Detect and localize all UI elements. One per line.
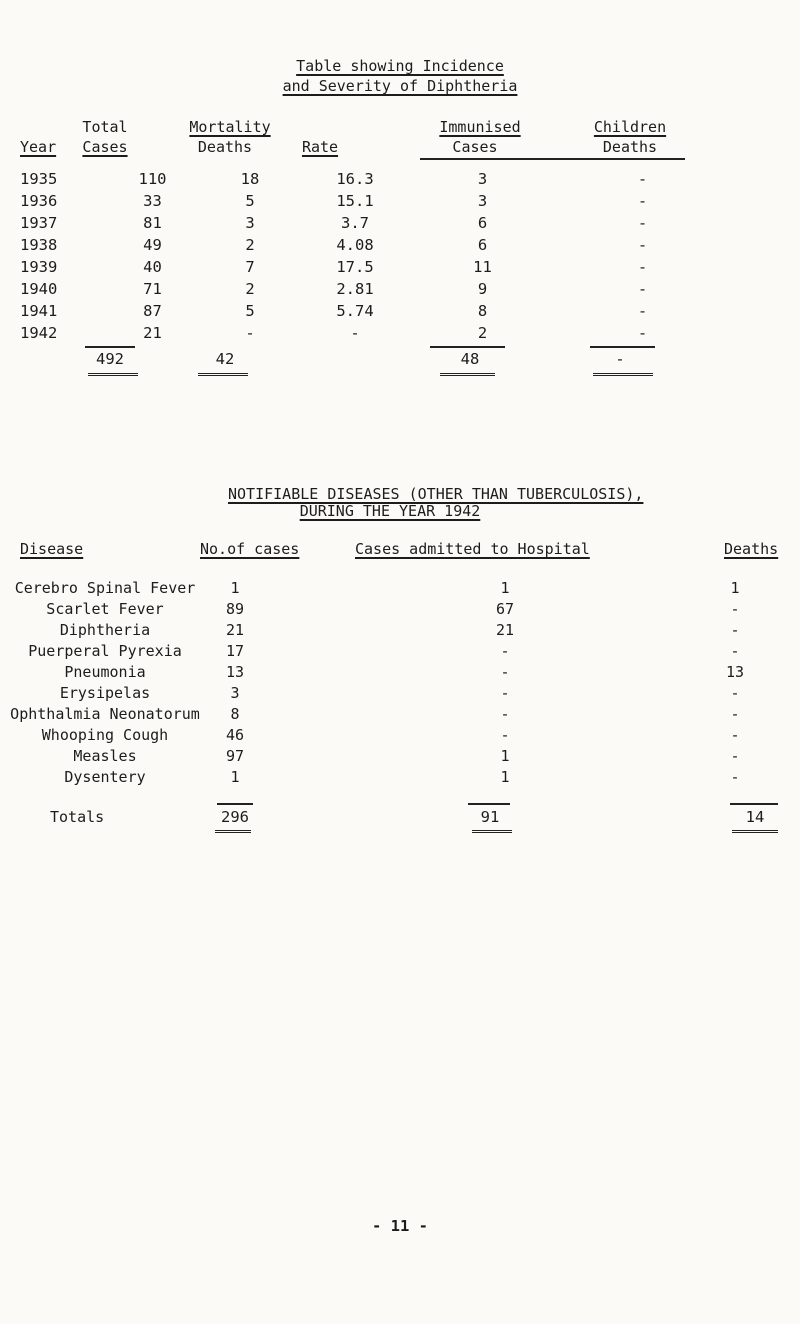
table1-title-line1: Table showing Incidence bbox=[296, 57, 504, 75]
deaths-cell: - bbox=[730, 683, 740, 702]
rule-cases-sum bbox=[85, 346, 135, 348]
imm-deaths-cell: - bbox=[637, 302, 648, 320]
rate-cell: 16.3 bbox=[336, 170, 374, 188]
hospital-cell: 21 bbox=[495, 620, 515, 639]
table2-row bbox=[0, 724, 770, 745]
table1-row bbox=[20, 322, 720, 344]
imm-cases-cell: 9 bbox=[477, 280, 488, 298]
cases-cell: 1 bbox=[230, 578, 240, 597]
total-deaths: 42 bbox=[215, 350, 235, 368]
imm-deaths-cell: - bbox=[637, 170, 648, 188]
disease-cell: Diphtheria bbox=[59, 620, 151, 639]
rule-t2-deaths bbox=[730, 803, 778, 805]
deaths-cell: - bbox=[730, 620, 740, 639]
hospital-cell: - bbox=[500, 704, 510, 723]
cases-cell: 1 bbox=[230, 767, 240, 786]
cases-cell: 8 bbox=[230, 704, 240, 723]
header-rule-immunised bbox=[420, 158, 685, 160]
deaths-cell: 13 bbox=[725, 662, 745, 681]
table2-row bbox=[0, 640, 770, 661]
deaths-cell: - bbox=[730, 725, 740, 744]
cases-cell: 40 bbox=[143, 258, 162, 276]
cases-cell: 13 bbox=[225, 662, 245, 681]
cases-cell: 71 bbox=[143, 280, 162, 298]
hospital-cell: 1 bbox=[500, 767, 510, 786]
table1-title-line2: and Severity of Diphtheria bbox=[282, 77, 518, 95]
deaths-cell: - bbox=[730, 746, 740, 765]
cases-cell: 49 bbox=[143, 236, 162, 254]
year-cell: 1941 bbox=[20, 302, 58, 320]
cases-cell: 3 bbox=[230, 683, 240, 702]
header-disease: Disease bbox=[20, 540, 84, 558]
cases-cell: 17 bbox=[225, 641, 245, 660]
table2-row bbox=[0, 619, 770, 640]
deaths-cell: 7 bbox=[245, 258, 255, 276]
year-cell: 1936 bbox=[20, 192, 58, 210]
t2-total-deaths: 14 bbox=[745, 808, 765, 826]
year-cell: 1938 bbox=[20, 236, 58, 254]
imm-deaths-cell: - bbox=[637, 192, 648, 210]
rate-cell: 3.7 bbox=[341, 214, 369, 232]
total-imm-cases: 48 bbox=[460, 350, 480, 368]
cases-cell: 110 bbox=[138, 170, 167, 188]
total-cases: 492 bbox=[96, 350, 124, 368]
table1-row bbox=[20, 168, 720, 190]
table1-row bbox=[20, 212, 720, 234]
header-mortality-top: Mortality bbox=[189, 118, 271, 136]
deaths-cell: - bbox=[730, 599, 740, 618]
dbl-rule-cases bbox=[88, 373, 138, 376]
deaths-cell: 5 bbox=[245, 192, 255, 210]
table1-body bbox=[20, 168, 720, 344]
table2-title-line2: DURING THE YEAR 1942 bbox=[299, 502, 481, 520]
table1-row bbox=[20, 300, 720, 322]
hospital-cell: - bbox=[500, 641, 510, 660]
table2-row bbox=[0, 766, 770, 787]
imm-deaths-cell: - bbox=[637, 258, 648, 276]
year-cell: 1940 bbox=[20, 280, 58, 298]
deaths-cell: - bbox=[730, 641, 740, 660]
dbl-rule-t2-cases bbox=[215, 830, 251, 833]
rate-cell: 17.5 bbox=[336, 258, 374, 276]
table1-row bbox=[20, 256, 720, 278]
rate-cell: 2.81 bbox=[336, 280, 374, 298]
t2-total-cases: 296 bbox=[221, 808, 249, 826]
dbl-rule-deaths bbox=[198, 373, 248, 376]
dbl-rule-imm-deaths bbox=[593, 373, 653, 376]
header-total-top: Total bbox=[82, 118, 128, 136]
table2-title-line1: NOTIFIABLE DISEASES (OTHER THAN TUBERCULOSIS), bbox=[228, 485, 644, 503]
deaths-cell: - bbox=[730, 704, 740, 723]
header-deaths-t2: Deaths bbox=[724, 540, 779, 558]
rule-t2-cases bbox=[217, 803, 253, 805]
rate-cell: 5.74 bbox=[336, 302, 374, 320]
cases-cell: 21 bbox=[143, 324, 162, 342]
hospital-cell: 1 bbox=[500, 578, 510, 597]
hospital-cell: - bbox=[500, 662, 510, 681]
deaths-cell: 3 bbox=[245, 214, 255, 232]
hospital-cell: - bbox=[500, 683, 510, 702]
header-admitted-hospital: Cases admitted to Hospital bbox=[355, 540, 590, 558]
header-no-of-cases: No.of cases bbox=[200, 540, 300, 558]
disease-cell: Dysentery bbox=[64, 767, 146, 786]
dbl-rule-t2-deaths bbox=[732, 830, 778, 833]
imm-deaths-cell: - bbox=[637, 236, 648, 254]
disease-cell: Ophthalmia Neonatorum bbox=[10, 704, 200, 723]
header-immunised-deaths: Deaths bbox=[602, 138, 658, 156]
imm-cases-cell: 8 bbox=[477, 302, 488, 320]
deaths-cell: 2 bbox=[245, 236, 255, 254]
cases-cell: 81 bbox=[143, 214, 162, 232]
deaths-cell: - bbox=[245, 324, 255, 342]
year-cell: 1942 bbox=[20, 324, 58, 342]
imm-cases-cell: 2 bbox=[477, 324, 488, 342]
header-total-cases: Cases bbox=[82, 138, 128, 156]
cases-cell: 89 bbox=[225, 599, 245, 618]
cases-cell: 87 bbox=[143, 302, 162, 320]
rate-cell: 15.1 bbox=[336, 192, 374, 210]
imm-cases-cell: 3 bbox=[477, 192, 488, 210]
disease-cell: Scarlet Fever bbox=[46, 599, 164, 618]
imm-cases-cell: 11 bbox=[473, 258, 492, 276]
imm-cases-cell: 3 bbox=[477, 170, 488, 188]
rate-cell: 4.08 bbox=[336, 236, 374, 254]
table2-row bbox=[0, 598, 770, 619]
cases-cell: 97 bbox=[225, 746, 245, 765]
total-imm-deaths: - bbox=[615, 350, 625, 368]
year-cell: 1939 bbox=[20, 258, 58, 276]
disease-cell: Whooping Cough bbox=[41, 725, 169, 744]
table2-body bbox=[0, 577, 770, 787]
imm-deaths-cell: - bbox=[637, 214, 648, 232]
deaths-cell: - bbox=[730, 767, 740, 786]
hospital-cell: 67 bbox=[495, 599, 515, 618]
disease-cell: Cerebro Spinal Fever bbox=[14, 578, 196, 597]
table2-row bbox=[0, 745, 770, 766]
rule-imm-cases-sum bbox=[430, 346, 505, 348]
imm-deaths-cell: - bbox=[637, 280, 648, 298]
table1-row bbox=[20, 278, 720, 300]
header-children: Children bbox=[593, 118, 667, 136]
year-cell: 1937 bbox=[20, 214, 58, 232]
disease-cell: Puerperal Pyrexia bbox=[28, 641, 182, 660]
header-immunised-cases: Cases bbox=[452, 138, 498, 156]
deaths-cell: 1 bbox=[730, 578, 740, 597]
dbl-rule-imm-cases bbox=[440, 373, 495, 376]
table2-row bbox=[0, 577, 770, 598]
year-cell: 1935 bbox=[20, 170, 58, 188]
imm-cases-cell: 6 bbox=[477, 236, 488, 254]
cases-cell: 21 bbox=[225, 620, 245, 639]
cases-cell: 33 bbox=[143, 192, 162, 210]
deaths-cell: 5 bbox=[245, 302, 255, 320]
hospital-cell: - bbox=[500, 725, 510, 744]
header-year: Year bbox=[20, 138, 57, 156]
disease-cell: Pneumonia bbox=[64, 662, 146, 681]
cases-cell: 46 bbox=[225, 725, 245, 744]
deaths-cell: 2 bbox=[245, 280, 255, 298]
rate-cell: - bbox=[350, 324, 360, 342]
header-mortality-rate: Rate bbox=[301, 138, 339, 156]
rule-t2-hospital bbox=[468, 803, 510, 805]
page-number: - 11 - bbox=[372, 1217, 428, 1235]
header-immunised: Immunised bbox=[439, 118, 521, 136]
hospital-cell: 1 bbox=[500, 746, 510, 765]
header-deaths: Deaths bbox=[197, 138, 253, 156]
table1-row bbox=[20, 234, 720, 256]
t2-total-hospital: 91 bbox=[480, 808, 500, 826]
imm-deaths-cell: - bbox=[637, 324, 648, 342]
table2-row bbox=[0, 703, 770, 724]
deaths-cell: 18 bbox=[240, 170, 260, 188]
imm-cases-cell: 6 bbox=[477, 214, 488, 232]
dbl-rule-t2-hospital bbox=[472, 830, 512, 833]
rule-imm-deaths-sum bbox=[590, 346, 655, 348]
table1-row bbox=[20, 190, 720, 212]
totals-label: Totals bbox=[50, 808, 105, 826]
table2-row bbox=[0, 682, 770, 703]
disease-cell: Measles bbox=[73, 746, 137, 765]
disease-cell: Erysipelas bbox=[59, 683, 151, 702]
table2-row bbox=[0, 661, 770, 682]
